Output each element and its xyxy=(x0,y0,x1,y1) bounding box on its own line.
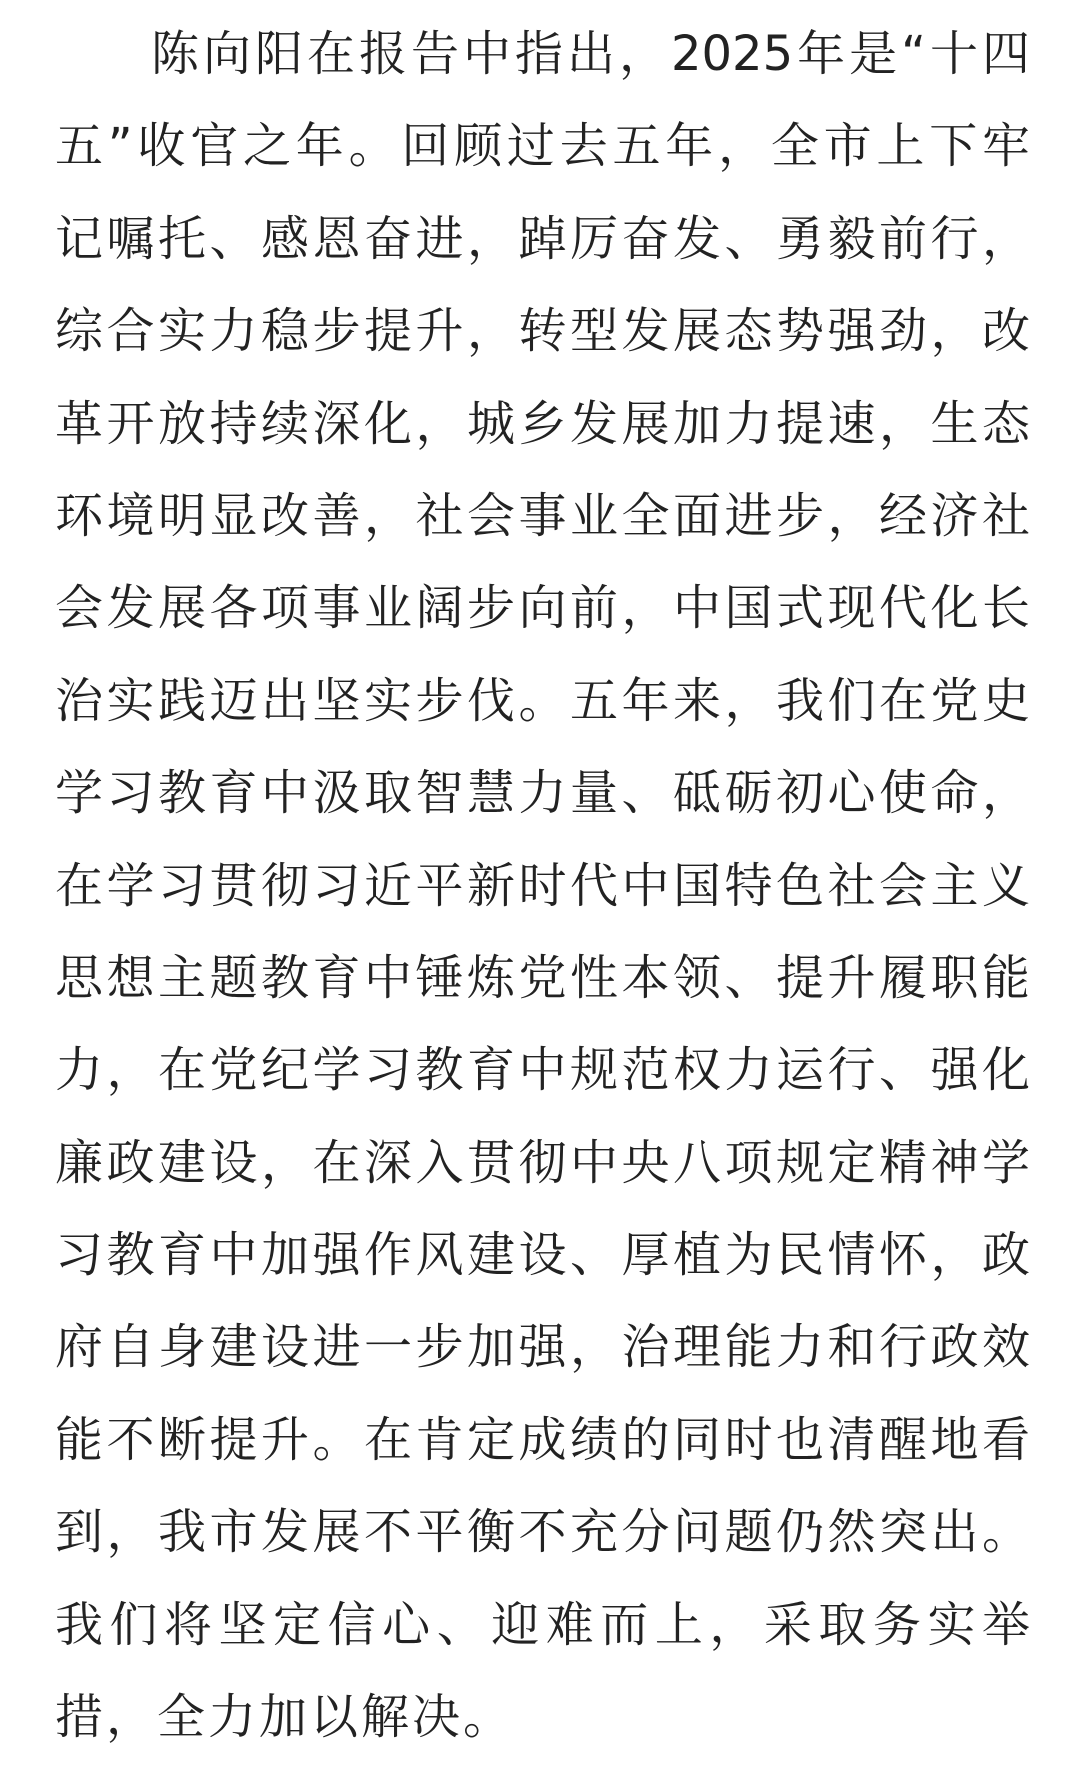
text-line: 习教育中加强作风建设、厚植为民情怀，政 xyxy=(55,1227,1030,1284)
text-line: 措，全力加以解决。 xyxy=(55,1689,515,1746)
text-line: 思想主题教育中锤炼党性本领、提升履职能 xyxy=(55,949,1030,1006)
text-line: 记嘱托、感恩奋进，踔厉奋发、勇毅前行， xyxy=(55,210,1030,267)
text-line: 五”收官之年。回顾过去五年，全市上下牢 xyxy=(55,118,1030,175)
text-line: 力，在党纪学习教育中规范权力运行、强化 xyxy=(55,1042,1030,1099)
text-line: 府自身建设进一步加强，治理能力和行政效 xyxy=(55,1319,1030,1376)
text-line: 治实践迈出坚实步伐。五年来，我们在党史 xyxy=(55,672,1030,729)
text-line: 廉政建设，在深入贯彻中央八项规定精神学 xyxy=(55,1134,1030,1191)
text-line: 革开放持续深化，城乡发展加力提速，生态 xyxy=(55,395,1030,452)
text-line: 到，我市发展不平衡不充分问题仍然突出。 xyxy=(55,1504,1030,1561)
text-line: 环境明显改善，社会事业全面进步，经济社 xyxy=(55,487,1030,544)
text-line: 会发展各项事业阔步向前，中国式现代化长 xyxy=(55,580,1030,637)
text-line: 我们将坚定信心、迎难而上，采取务实举 xyxy=(55,1596,1030,1653)
text-line: 能不断提升。在肯定成绩的同时也清醒地看 xyxy=(55,1411,1030,1468)
article-body xyxy=(55,8,1030,1763)
text-line: 综合实力稳步提升，转型发展态势强劲，改 xyxy=(55,303,1030,360)
text-line: 学习教育中汲取智慧力量、砥砺初心使命， xyxy=(55,765,1030,822)
text-line: 陈向阳在报告中指出，2025年是“十四 xyxy=(151,26,1030,82)
text-line: 在学习贯彻习近平新时代中国特色社会主义 xyxy=(55,857,1030,914)
